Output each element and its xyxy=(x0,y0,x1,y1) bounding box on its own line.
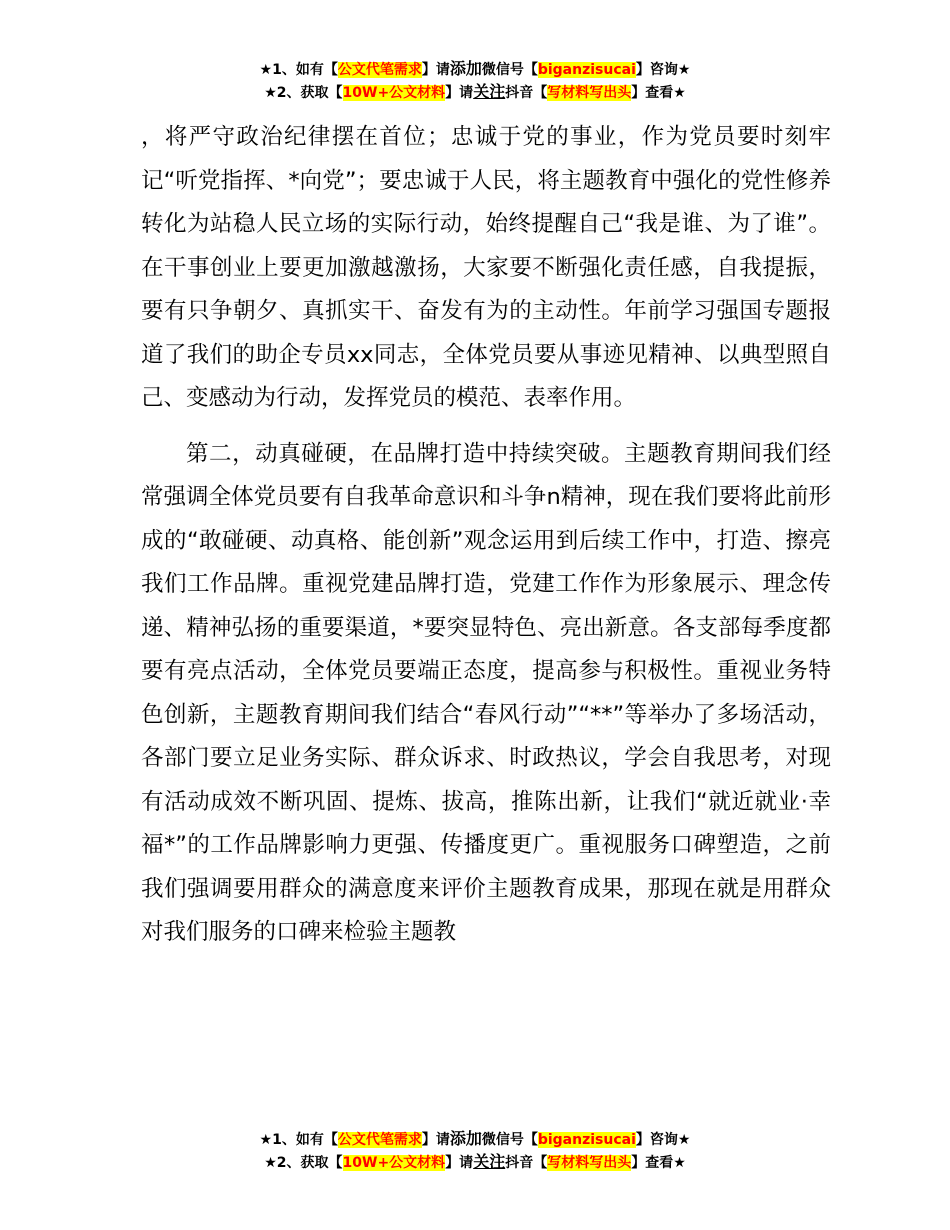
footer-line-1-text-2: 微信号【 xyxy=(481,1132,538,1148)
footer-line-2-prefix: ★2、获取【 xyxy=(264,1155,343,1171)
banner-highlight-wechat-id: biganzisucai xyxy=(537,62,636,78)
banner-line-1 xyxy=(0,58,950,81)
footer-emphasis-add: 添加 xyxy=(449,1129,482,1148)
paragraph-1: ，将严守政治纪律摆在首位；忠诚于党的事业，作为党员要时刻牢记“听党指挥、*向党”；要忠诚于人民，将主题教育中强化的党性修养转化为站稳人民立场的实际行动，始终提醒自己“我是谁、为了谁”。在干事创业上要更加激越激扬，大家要不断强化责任感，自我提振，要有只争朝夕、真抓实干、奋发有为的主动性。年前学习强国专题报道了我们的助企专员xx同志，全体党员要从事迹见精神、以典型照自己、变感动为行动，发挥党员的模范、表率作用。 xyxy=(141,124,831,411)
footer-banner xyxy=(0,1128,950,1174)
header-banner xyxy=(0,58,950,104)
banner-line-2-suffix: 】查看★ xyxy=(631,85,686,101)
footer-highlight-materials: 10W+公文材料 xyxy=(342,1155,446,1171)
paragraph-2: 第二，动真碰硬，在品牌打造中持续突破。主题教育期间我们经常强调全体党员要有自我革命意识和斗争n精神，现在我们要将此前形成的“敢碰硬、动真格、能创新”观念运用到后续工作中，打造、擦亮我们工作品牌。重视党建品牌打造，党建工作作为形象展示、理念传递、精神弘扬的重要渠道，*要突显特色、亮出新意。各支部每季度都要有亮点活动，全体党员要端正态度，提高参与积极性。重视业务特色创新，主题教育期间我们结合“春风行动”“**”等举办了多场活动，各部门要立足业务实际、群众诉求、时政热议，学会自我思考，对现有活动成效不断巩固、提炼、拔高，推陈出新，让我们“就近就业·幸福*”的工作品牌影响力更强、传播度更广。重视服务口碑塑造，之前我们强调要用群众的满意度来评价主题教育成果，那现在就是用群众对我们服务的口碑来检验主题教 xyxy=(141,440,831,945)
banner-emphasis-follow: 关注 xyxy=(473,82,506,101)
footer-line-1-text: 】请 xyxy=(421,1132,450,1148)
footer-line-2-suffix: 】查看★ xyxy=(631,1155,686,1171)
footer-highlight-douyin-account: 写材料写出头 xyxy=(547,1155,632,1171)
footer-line-2-text: 】请 xyxy=(445,1155,474,1171)
banner-line-2 xyxy=(0,81,950,104)
banner-line-2-prefix: ★2、获取【 xyxy=(264,85,343,101)
footer-emphasis-follow: 关注 xyxy=(473,1152,506,1171)
banner-highlight-douyin-account: 写材料写出头 xyxy=(547,85,632,101)
footer-highlight-wechat-id: biganzisucai xyxy=(537,1132,636,1148)
banner-emphasis-add: 添加 xyxy=(449,59,482,78)
banner-highlight-materials: 10W+公文材料 xyxy=(342,85,446,101)
footer-banner-line-1 xyxy=(0,1128,950,1151)
footer-line-1-suffix: 】咨询★ xyxy=(635,1132,691,1148)
banner-line-2-text: 】请 xyxy=(445,85,474,101)
banner-line-2-text-2: 抖音【 xyxy=(505,85,548,101)
footer-line-1-prefix: ★1、如有【 xyxy=(259,1132,338,1148)
footer-line-2-text-2: 抖音【 xyxy=(505,1155,548,1171)
banner-line-1-suffix: 】咨询★ xyxy=(635,62,691,78)
document-body xyxy=(141,116,831,955)
footer-highlight-service: 公文代笔需求 xyxy=(337,1132,422,1148)
banner-line-1-prefix: ★1、如有【 xyxy=(259,62,338,78)
banner-highlight-service: 公文代笔需求 xyxy=(337,62,422,78)
banner-line-1-text-2: 微信号【 xyxy=(481,62,538,78)
footer-banner-line-2 xyxy=(0,1151,950,1174)
banner-line-1-text: 】请 xyxy=(421,62,450,78)
